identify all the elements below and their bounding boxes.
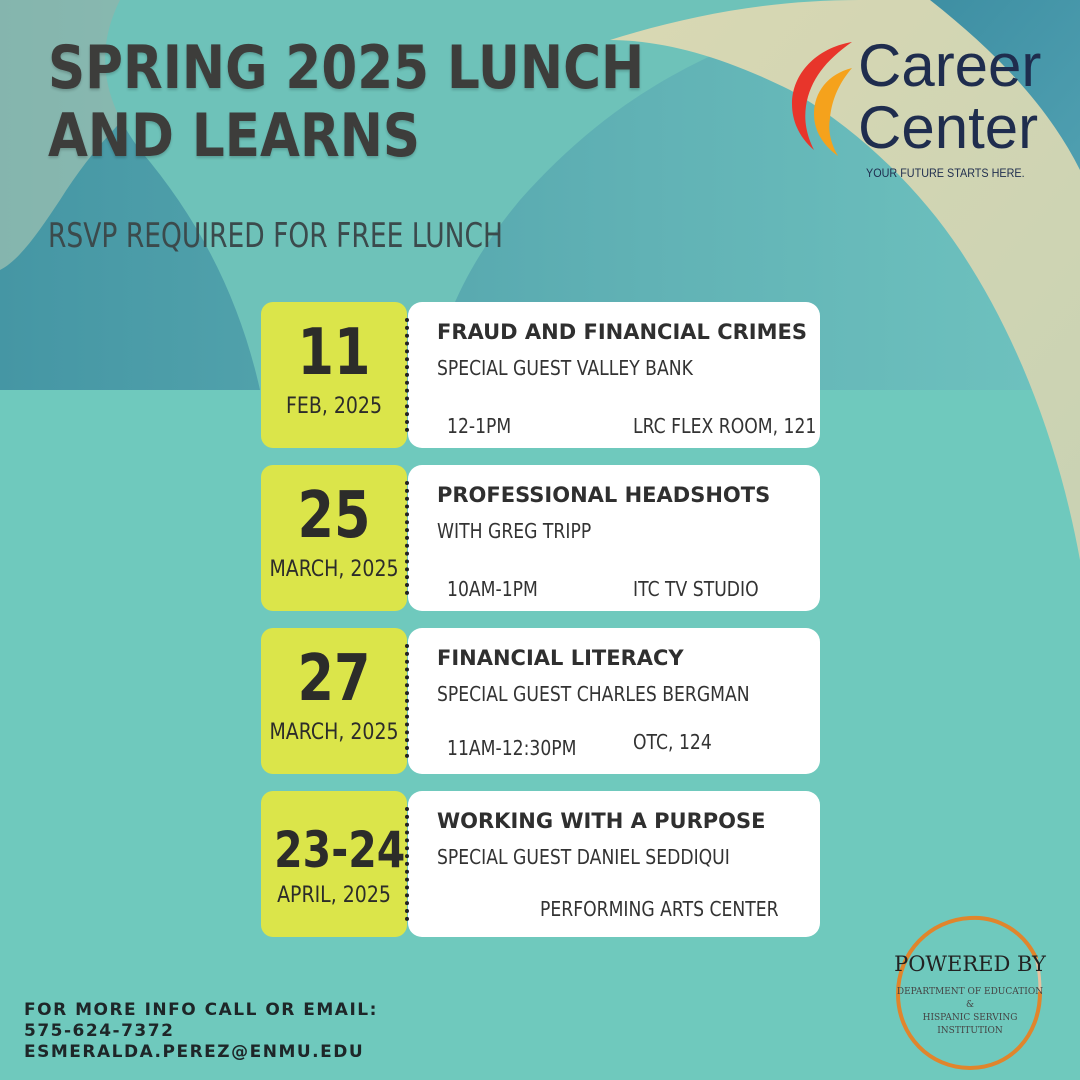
seal-line: INSTITUTION <box>937 1026 1003 1036</box>
logo-word-career: Career <box>858 32 1042 99</box>
seal-title: POWERED BY <box>894 952 1046 976</box>
event-title: FINANCIAL LITERACY <box>437 646 684 670</box>
event-location: LRC FLEX ROOM, 121 <box>633 414 817 438</box>
event-item <box>261 302 821 448</box>
event-item <box>261 791 821 937</box>
date-badge <box>261 791 407 937</box>
event-subtitle: WITH GREG TRIPP <box>437 519 592 543</box>
contact-label: FOR MORE INFO CALL OR EMAIL: <box>24 1000 378 1020</box>
perforation-divider <box>405 807 413 921</box>
event-time: 12-1PM <box>447 414 512 438</box>
seal-line: HISPANIC SERVING <box>922 1013 1018 1023</box>
date-badge <box>261 465 407 611</box>
perforation-divider <box>405 644 413 758</box>
logo-tagline: YOUR FUTURE STARTS HERE. <box>866 166 1025 180</box>
title-line-2: AND LEARNS <box>48 101 421 171</box>
seal-line: DEPARTMENT OF EDUCATION <box>896 987 1044 997</box>
event-day: 27 <box>297 642 371 716</box>
event-month: MARCH, 2025 <box>269 557 399 582</box>
event-card <box>408 628 820 774</box>
contact-info <box>24 1000 378 1063</box>
event-time: 10AM-1PM <box>447 577 538 601</box>
event-day: 23-24 <box>274 821 406 879</box>
event-subtitle: SPECIAL GUEST VALLEY BANK <box>437 356 693 380</box>
event-location: ITC TV STUDIO <box>633 577 759 601</box>
event-day: 11 <box>297 316 371 390</box>
rsvp-subtitle: RSVP REQUIRED FOR FREE LUNCH <box>48 216 503 256</box>
event-card <box>408 791 820 937</box>
event-title: PROFESSIONAL HEADSHOTS <box>437 483 771 507</box>
event-title: WORKING WITH A PURPOSE <box>437 809 766 833</box>
event-card <box>408 465 820 611</box>
event-time: 11AM-12:30PM <box>447 736 577 760</box>
event-title: FRAUD AND FINANCIAL CRIMES <box>437 320 807 344</box>
powered-by-seal <box>890 906 1050 1076</box>
seal-line: & <box>965 1000 974 1010</box>
perforation-divider <box>405 318 413 432</box>
perforation-divider <box>405 481 413 595</box>
event-item <box>261 628 821 774</box>
career-center-logo <box>786 34 1056 184</box>
event-subtitle: SPECIAL GUEST DANIEL SEDDIQUI <box>437 845 730 869</box>
page-title <box>48 34 684 170</box>
title-line-1: SPRING 2025 LUNCH <box>48 33 645 103</box>
swoosh-icon <box>786 34 866 164</box>
event-day: 25 <box>297 479 371 553</box>
event-month: FEB, 2025 <box>286 394 382 419</box>
logo-word-center: Center <box>858 94 1039 161</box>
date-badge <box>261 302 407 448</box>
date-badge <box>261 628 407 774</box>
event-subtitle: SPECIAL GUEST CHARLES BERGMAN <box>437 682 750 706</box>
contact-phone: 575-624-7372 <box>24 1021 175 1041</box>
event-item <box>261 465 821 611</box>
event-month: APRIL, 2025 <box>277 883 391 908</box>
contact-email: ESMERALDA.PEREZ@ENMU.EDU <box>24 1042 365 1062</box>
event-card <box>408 302 820 448</box>
event-location: PERFORMING ARTS CENTER <box>540 897 779 921</box>
event-location: OTC, 124 <box>633 730 712 754</box>
event-month: MARCH, 2025 <box>269 720 399 745</box>
